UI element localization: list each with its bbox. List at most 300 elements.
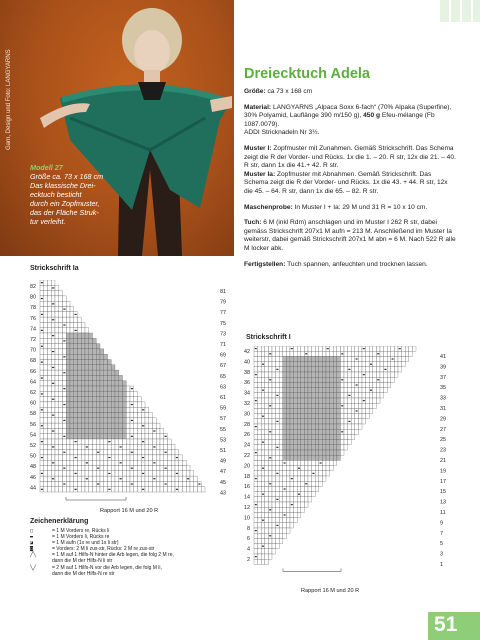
- chart-cell: [283, 403, 287, 408]
- chart-cell: [70, 428, 74, 433]
- chart-cell: [373, 398, 377, 403]
- chart-cell: [402, 346, 406, 351]
- chart-cell: [141, 434, 145, 439]
- chart-cell: [340, 408, 344, 413]
- chart-cell: [55, 455, 59, 460]
- chart-cell: [268, 512, 272, 517]
- chart-cell: [81, 460, 85, 465]
- chart-cell: [308, 466, 312, 471]
- chart-cell: [286, 455, 290, 460]
- chart-cell: [272, 414, 276, 419]
- chart-cell: [134, 487, 138, 492]
- chart-cell: [283, 502, 287, 507]
- chart-row-number: 33: [440, 395, 446, 402]
- chart-purl-mark: [327, 348, 329, 349]
- chart-cell: [272, 471, 276, 476]
- chart-cell: [308, 424, 312, 429]
- chart-cell: [254, 486, 258, 491]
- needles-text: ADDI Stricknadeln Nr 3½.: [244, 129, 320, 137]
- chart-cell: [59, 413, 63, 418]
- chart-cell: [373, 351, 377, 356]
- chart-cell: [276, 486, 280, 491]
- chart-cell: [297, 497, 301, 502]
- chart-cell: [268, 398, 272, 403]
- chart-cell: [315, 346, 319, 351]
- chart-cell: [81, 354, 85, 359]
- chart-cell: [81, 402, 85, 407]
- chart-row-number: 13: [440, 499, 446, 506]
- chart-cell: [344, 414, 348, 419]
- chart-cell: [355, 424, 359, 429]
- chart-cell: [51, 418, 55, 423]
- chart-cell: [333, 460, 337, 465]
- chart-cell: [265, 362, 269, 367]
- chart-cell: [333, 419, 337, 424]
- chart-cell: [315, 455, 319, 460]
- chart-cell: [130, 439, 134, 444]
- chart-cell: [48, 413, 52, 418]
- chart-cell: [81, 365, 85, 370]
- chart-cell: [85, 439, 89, 444]
- chart-cell: [279, 393, 283, 398]
- chart-cell: [308, 372, 312, 377]
- chart-cell: [93, 386, 97, 391]
- chart-cell: [78, 365, 82, 370]
- chart-cell: [74, 397, 78, 402]
- chart-purl-mark: [142, 489, 144, 490]
- chart-row-number: 43: [220, 490, 226, 497]
- chart-cell: [70, 391, 74, 396]
- chart-cell: [55, 381, 59, 386]
- chart-cell: [141, 413, 145, 418]
- chart-cell: [351, 419, 355, 424]
- chart-purl-mark: [52, 319, 54, 320]
- chart-cell: [74, 428, 78, 433]
- chart-cell: [294, 497, 298, 502]
- chart-cell: [254, 544, 258, 549]
- chart-cell: [380, 356, 384, 361]
- chart-cell: [66, 397, 70, 402]
- chart-cell: [115, 370, 119, 375]
- chart-cell: [283, 518, 287, 523]
- chart-cell: [265, 523, 269, 528]
- chart-cell: [373, 388, 377, 393]
- chart-cell: [70, 360, 74, 365]
- chart-cell: [286, 460, 290, 465]
- chart-cell: [279, 518, 283, 523]
- chart-row-number: 24: [244, 442, 250, 449]
- legend-symbol: □: [30, 528, 34, 534]
- chart-cell: [283, 476, 287, 481]
- chart-cell: [286, 393, 290, 398]
- chart-cell: [315, 393, 319, 398]
- chart-cell: [100, 471, 104, 476]
- chart-cell: [104, 386, 108, 391]
- chart-cell: [74, 450, 78, 455]
- chart-cell: [126, 413, 130, 418]
- chart-cell: [326, 362, 330, 367]
- chart-cell: [81, 481, 85, 486]
- chart-cell: [51, 307, 55, 312]
- chart-cell: [74, 333, 78, 338]
- chart-cell: [308, 377, 312, 382]
- chart-row-number: 42: [244, 349, 250, 355]
- chart-purl-mark: [255, 348, 257, 349]
- chart-cell: [276, 372, 280, 377]
- chart-cell: [330, 440, 334, 445]
- chart-cell: [66, 450, 70, 455]
- chart-cell: [40, 354, 44, 359]
- chart-cell: [272, 481, 276, 486]
- chart-cell: [308, 497, 312, 502]
- chart-cell: [279, 455, 283, 460]
- chart-cell: [85, 344, 89, 349]
- chart-cell: [272, 424, 276, 429]
- chart-cell: [89, 381, 93, 386]
- chart-cell: [254, 466, 258, 471]
- chart-cell: [44, 428, 48, 433]
- finish-label: Fertigstellen:: [244, 260, 286, 268]
- chart-cell: [134, 476, 138, 481]
- chart-cell: [70, 418, 74, 423]
- chart-cell: [294, 388, 298, 393]
- chart-cell: [258, 356, 262, 361]
- chart-cell: [308, 460, 312, 465]
- chart-row-number: 79: [220, 299, 226, 306]
- chart-cell: [290, 450, 294, 455]
- chart-cell: [276, 502, 280, 507]
- chart-purl-mark: [120, 462, 122, 463]
- chart-cell: [258, 538, 262, 543]
- chart-cell: [63, 423, 67, 428]
- page-number-tab: [428, 612, 480, 640]
- chart-cell: [268, 393, 272, 398]
- chart-cell: [330, 382, 334, 387]
- chart-cell: [272, 372, 276, 377]
- chart-row-number: 48: [30, 464, 36, 471]
- chart-cell: [351, 367, 355, 372]
- chart-cell: [290, 460, 294, 465]
- chart-cell: [279, 533, 283, 538]
- chart-cell: [55, 291, 59, 296]
- chart-cell: [59, 444, 63, 449]
- chart-cell: [74, 418, 78, 423]
- chart-row-number: 74: [30, 326, 36, 333]
- chart-cell: [351, 388, 355, 393]
- chart-cell: [294, 414, 298, 419]
- chart-cell: [286, 414, 290, 419]
- chart-cell: [258, 346, 262, 351]
- chart-cell: [290, 471, 294, 476]
- chart-cell: [301, 481, 305, 486]
- chart-cell: [319, 429, 323, 434]
- chart-cell: [93, 466, 97, 471]
- chart-cell: [409, 351, 413, 356]
- chart-purl-mark: [41, 425, 43, 426]
- chart-cell: [265, 450, 269, 455]
- chart-cell: [326, 388, 330, 393]
- chart-cell: [40, 381, 44, 386]
- chart-cell: [301, 393, 305, 398]
- chart-cell: [48, 476, 52, 481]
- chart-row-number: 68: [30, 358, 36, 365]
- chart-cell: [297, 388, 301, 393]
- chart-purl-mark: [363, 400, 365, 401]
- chart-cell: [93, 428, 97, 433]
- chart-cell: [258, 372, 262, 377]
- chart-cell: [268, 362, 272, 367]
- chart-cell: [100, 349, 104, 354]
- chart-cell: [104, 444, 108, 449]
- chart-cell: [333, 367, 337, 372]
- chart-cell: [258, 408, 262, 413]
- chart-row-number: 78: [30, 305, 36, 312]
- chart-cell: [322, 346, 326, 351]
- chart-cell: [89, 386, 93, 391]
- chart-cell: [108, 428, 112, 433]
- chart-cell: [315, 351, 319, 356]
- chart-purl-mark: [41, 441, 43, 442]
- chart-purl-mark: [41, 393, 43, 394]
- chart-cell: [70, 307, 74, 312]
- chart-cell: [48, 365, 52, 370]
- chart-cell: [294, 367, 298, 372]
- chart-cell: [376, 398, 380, 403]
- chart-cell: [268, 518, 272, 523]
- chart-cell: [81, 444, 85, 449]
- chart-cell: [340, 372, 344, 377]
- chart-cell: [326, 445, 330, 450]
- chart-cell: [326, 466, 330, 471]
- chart-purl-mark: [75, 441, 77, 442]
- chart-purl-mark: [41, 346, 43, 347]
- chart-cell: [304, 408, 308, 413]
- chart-purl-mark: [131, 420, 133, 421]
- chart-cell: [171, 450, 175, 455]
- chart-cell: [333, 414, 337, 419]
- chart-purl-mark: [142, 473, 144, 474]
- chart-cell: [119, 407, 123, 412]
- chart-cell: [265, 429, 269, 434]
- chart-cell: [85, 370, 89, 375]
- chart-cell: [55, 391, 59, 396]
- chart-cell: [268, 476, 272, 481]
- chart-cell: [304, 419, 308, 424]
- chart-cell: [96, 381, 100, 386]
- chart-purl-mark: [63, 372, 65, 373]
- chart-cell: [70, 439, 74, 444]
- chart-cell: [48, 291, 52, 296]
- chart-cell: [78, 455, 82, 460]
- chart-cell: [70, 381, 74, 386]
- chart-cell: [66, 487, 70, 492]
- chart-cell: [294, 455, 298, 460]
- chart-cell: [258, 523, 262, 528]
- chart-row-number: 12: [244, 505, 250, 511]
- chart-cell: [198, 487, 202, 492]
- chart-cell: [59, 391, 63, 396]
- chart-cell: [304, 460, 308, 465]
- chart-cell: [387, 362, 391, 367]
- chart-cell: [115, 375, 119, 380]
- chart-cell: [44, 460, 48, 465]
- chart-cell: [326, 424, 330, 429]
- chart-cell: [126, 423, 130, 428]
- chart-cell: [333, 388, 337, 393]
- chart-cell: [111, 444, 115, 449]
- chart-purl-mark: [262, 520, 264, 521]
- chart-cell: [304, 388, 308, 393]
- chart-cell: [258, 429, 262, 434]
- chart-cell: [265, 351, 269, 356]
- chart-cell: [160, 466, 164, 471]
- chart-cell: [301, 388, 305, 393]
- chart-cell: [126, 444, 130, 449]
- chart-cell: [85, 391, 89, 396]
- chart-cell: [265, 414, 269, 419]
- chart-cell: [337, 408, 341, 413]
- chart-purl-mark: [384, 369, 386, 370]
- chart-cell: [301, 440, 305, 445]
- chart-cell: [100, 455, 104, 460]
- knitting-chart-b: [240, 346, 456, 586]
- chart-cell: [283, 471, 287, 476]
- chart-cell: [104, 397, 108, 402]
- chart-cell: [272, 367, 276, 372]
- chart-cell: [123, 460, 127, 465]
- legend-symbol: ◙: [30, 546, 34, 553]
- chart-cell: [304, 466, 308, 471]
- chart-purl-mark: [176, 473, 178, 474]
- chart-cell: [322, 403, 326, 408]
- chart-cell: [312, 440, 316, 445]
- chart-cell: [100, 407, 104, 412]
- chart-cell: [48, 296, 52, 301]
- chart-cell: [261, 351, 265, 356]
- chart-cell: [265, 403, 269, 408]
- chart-cell: [322, 429, 326, 434]
- chart-cell: [272, 492, 276, 497]
- chart-cell: [322, 398, 326, 403]
- chart-cell: [51, 280, 55, 285]
- chart-cell: [59, 487, 63, 492]
- chart-cell: [283, 434, 287, 439]
- chart-cell: [78, 391, 82, 396]
- chart-cell: [48, 397, 52, 402]
- chart-cell: [358, 351, 362, 356]
- chart-cell: [380, 393, 384, 398]
- chart-cell: [123, 418, 127, 423]
- chart-cell: [344, 445, 348, 450]
- chart-cell: [272, 544, 276, 549]
- chart-purl-mark: [284, 514, 286, 515]
- chart-cell: [319, 346, 323, 351]
- chart-purl-mark: [86, 462, 88, 463]
- chart-cell: [319, 466, 323, 471]
- chart-cell: [149, 471, 153, 476]
- chart-cell: [340, 424, 344, 429]
- chart-cell: [81, 471, 85, 476]
- chart-cell: [283, 455, 287, 460]
- chart-cell: [286, 388, 290, 393]
- chart-cell: [315, 403, 319, 408]
- chart-cell: [283, 445, 287, 450]
- chart-cell: [138, 428, 142, 433]
- chart-cell: [276, 414, 280, 419]
- chart-row-number: 3: [440, 551, 443, 558]
- chart-cell: [63, 391, 67, 396]
- chart-cell: [138, 402, 142, 407]
- chart-cell: [276, 408, 280, 413]
- legend-symbol: ╱╲: [30, 552, 37, 559]
- chart-purl-mark: [198, 483, 200, 484]
- chart-cell: [283, 424, 287, 429]
- chart-cell: [322, 460, 326, 465]
- chart-cell: [100, 360, 104, 365]
- chart-cell: [123, 397, 127, 402]
- chart-cell: [265, 549, 269, 554]
- chart-cell: [254, 492, 258, 497]
- chart-cell: [123, 476, 127, 481]
- chart-cell: [348, 388, 352, 393]
- chart-cell: [40, 301, 44, 306]
- chart-cell: [294, 408, 298, 413]
- chart-cell: [78, 333, 82, 338]
- chart-purl-mark: [370, 364, 372, 365]
- chart-cell: [315, 424, 319, 429]
- chart-cell: [380, 372, 384, 377]
- chart-cell: [330, 419, 334, 424]
- chart-cell: [59, 418, 63, 423]
- chart-cell: [93, 338, 97, 343]
- chart-cell: [330, 403, 334, 408]
- chart-cell: [261, 393, 265, 398]
- chart-cell: [308, 455, 312, 460]
- chart-cell: [89, 407, 93, 412]
- chart-cell: [348, 372, 352, 377]
- chart-cell: [179, 487, 183, 492]
- chart-cell: [111, 402, 115, 407]
- chart-cell: [315, 471, 319, 476]
- chart-cell: [141, 418, 145, 423]
- chart-cell: [315, 481, 319, 486]
- chart-cell: [44, 413, 48, 418]
- chart-cell: [254, 518, 258, 523]
- chart-cell: [326, 460, 330, 465]
- chart-cell: [272, 507, 276, 512]
- chart-cell: [268, 372, 272, 377]
- chart-cell: [362, 414, 366, 419]
- chart-purl-mark: [142, 409, 144, 410]
- chart-cell: [301, 377, 305, 382]
- chart-cell: [89, 360, 93, 365]
- chart-cell: [405, 356, 409, 361]
- chart-cell: [333, 408, 337, 413]
- chart-cell: [51, 407, 55, 412]
- chart-cell: [115, 460, 119, 465]
- chart-cell: [322, 393, 326, 398]
- chart-cell: [268, 367, 272, 372]
- chart-cell: [70, 349, 74, 354]
- chart-cell: [312, 356, 316, 361]
- chart-cell: [258, 388, 262, 393]
- chart-cell: [93, 476, 97, 481]
- chart-cell: [322, 372, 326, 377]
- chart-cell: [384, 372, 388, 377]
- chart-cell: [96, 487, 100, 492]
- chart-cell: [66, 471, 70, 476]
- chart-row-number: 22: [244, 453, 250, 459]
